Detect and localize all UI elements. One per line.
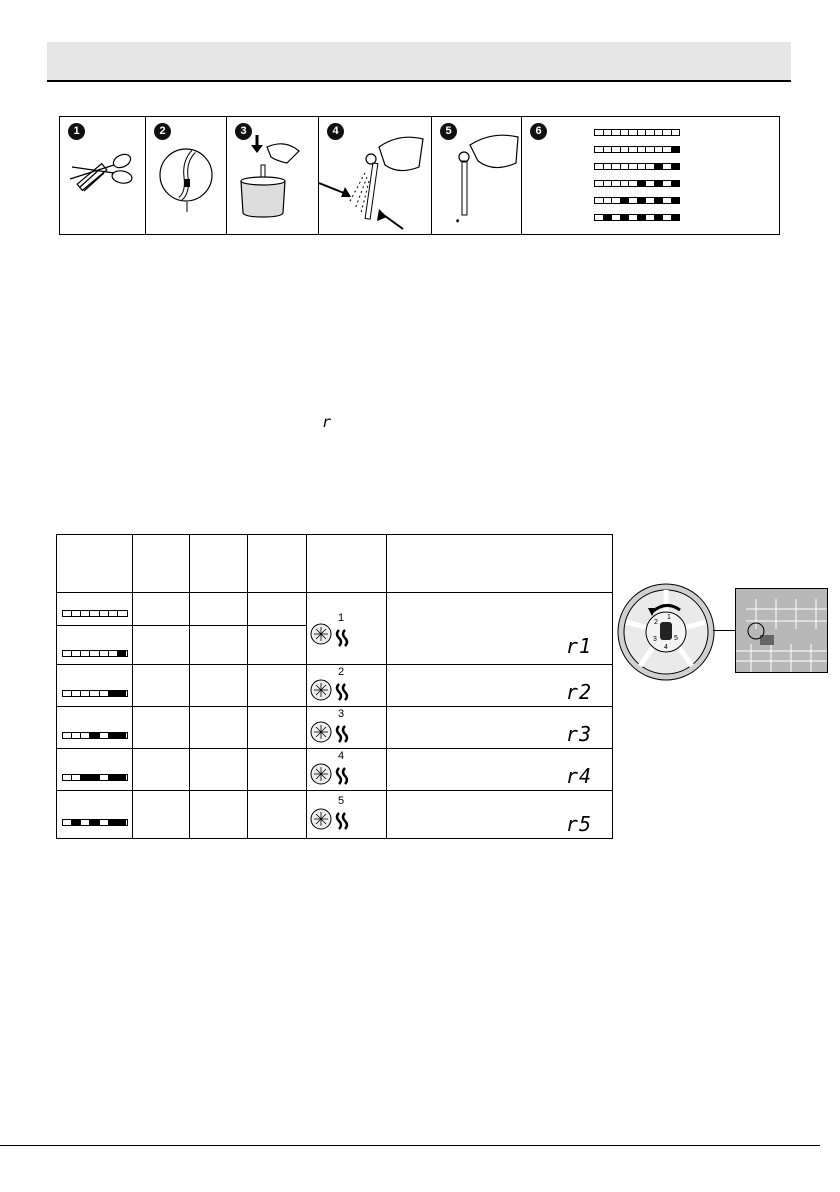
table-row (57, 707, 613, 749)
water-hardness-table (56, 534, 613, 839)
strip-cell (57, 791, 133, 839)
display-code: r4 (565, 764, 592, 788)
test-strip-3 (62, 732, 128, 739)
chart-strip-5 (594, 214, 680, 221)
setting-number: 1 (338, 611, 345, 624)
step-4 (319, 117, 432, 234)
chart-strip-1 (594, 146, 680, 153)
display-code: r5 (565, 812, 592, 836)
table-row (57, 593, 613, 626)
setting-symbol-cell (307, 593, 387, 665)
table-header-row (57, 535, 613, 593)
chart-strip-0 (594, 129, 680, 136)
setting-number: 5 (338, 794, 345, 807)
test-strip-2 (62, 690, 128, 697)
step-number: 1 (68, 123, 85, 140)
table-row (57, 791, 613, 839)
strip-cell (57, 749, 133, 791)
setting-number: 4 (338, 749, 345, 762)
dial-label: 3 (653, 636, 657, 643)
test-strip-4 (62, 774, 128, 781)
hose-detail-icon (146, 117, 227, 234)
description-cell (387, 665, 613, 707)
dip-in-glass-icon (227, 117, 319, 234)
header-cell (387, 535, 613, 593)
step-6 (522, 117, 779, 234)
scissors-icon (60, 117, 146, 234)
dial-label: 2 (654, 619, 658, 626)
description-cell (387, 749, 613, 791)
step-1 (60, 117, 146, 234)
strip-cell (57, 665, 133, 707)
read-strip-icon (432, 117, 522, 234)
description-cell (387, 791, 613, 839)
setting-symbol-cell (307, 707, 387, 749)
chart-strip-3 (594, 180, 680, 187)
dishwasher-interior-image (735, 588, 828, 673)
display-code: r1 (565, 634, 592, 658)
softener-setting-4-icon (307, 750, 387, 790)
display-code: r3 (565, 722, 592, 746)
table-row (57, 749, 613, 791)
chart-strip-2 (594, 163, 680, 170)
dial-label: 1 (667, 614, 671, 621)
step-number: 2 (154, 123, 171, 140)
header-band (47, 42, 791, 82)
step-2 (146, 117, 227, 234)
chart-strip-4 (594, 197, 680, 204)
setting-number: 2 (338, 665, 345, 678)
color-chart-icon (594, 129, 680, 221)
shake-strip-icon (319, 117, 432, 234)
description-cell (387, 707, 613, 749)
softener-setting-3-icon (307, 708, 387, 748)
setting-symbol-cell (307, 665, 387, 707)
test-strip-0 (62, 610, 128, 617)
setting-symbol-cell (307, 791, 387, 839)
test-strip-5 (62, 819, 128, 826)
test-strip-instructions (59, 116, 780, 235)
header-cell (307, 535, 387, 593)
setting-number: 3 (338, 707, 345, 720)
setting-symbol-cell (307, 749, 387, 791)
display-glyph: r (322, 413, 332, 431)
table-row (57, 665, 613, 707)
display-code: r2 (565, 680, 592, 704)
strip-cell (57, 626, 133, 665)
softener-setting-5-icon (307, 795, 387, 835)
softener-setting-1-icon (307, 604, 387, 654)
step-3 (227, 117, 319, 234)
step-number: 6 (530, 123, 547, 140)
header-cell (190, 535, 248, 593)
step-number: 3 (235, 123, 252, 140)
strip-cell (57, 593, 133, 626)
softener-setting-2-icon (307, 666, 387, 706)
header-cell (133, 535, 190, 593)
header-cell (248, 535, 307, 593)
step-number: 4 (327, 123, 344, 140)
water-softener-dial (616, 582, 716, 682)
dial-label: 4 (664, 644, 668, 651)
footer-rule (0, 1145, 820, 1146)
step-5 (432, 117, 522, 234)
test-strip-1 (62, 650, 128, 657)
header-cell (57, 535, 133, 593)
strip-cell (57, 707, 133, 749)
step-number: 5 (440, 123, 457, 140)
description-cell (387, 593, 613, 665)
dial-label: 5 (674, 635, 678, 642)
